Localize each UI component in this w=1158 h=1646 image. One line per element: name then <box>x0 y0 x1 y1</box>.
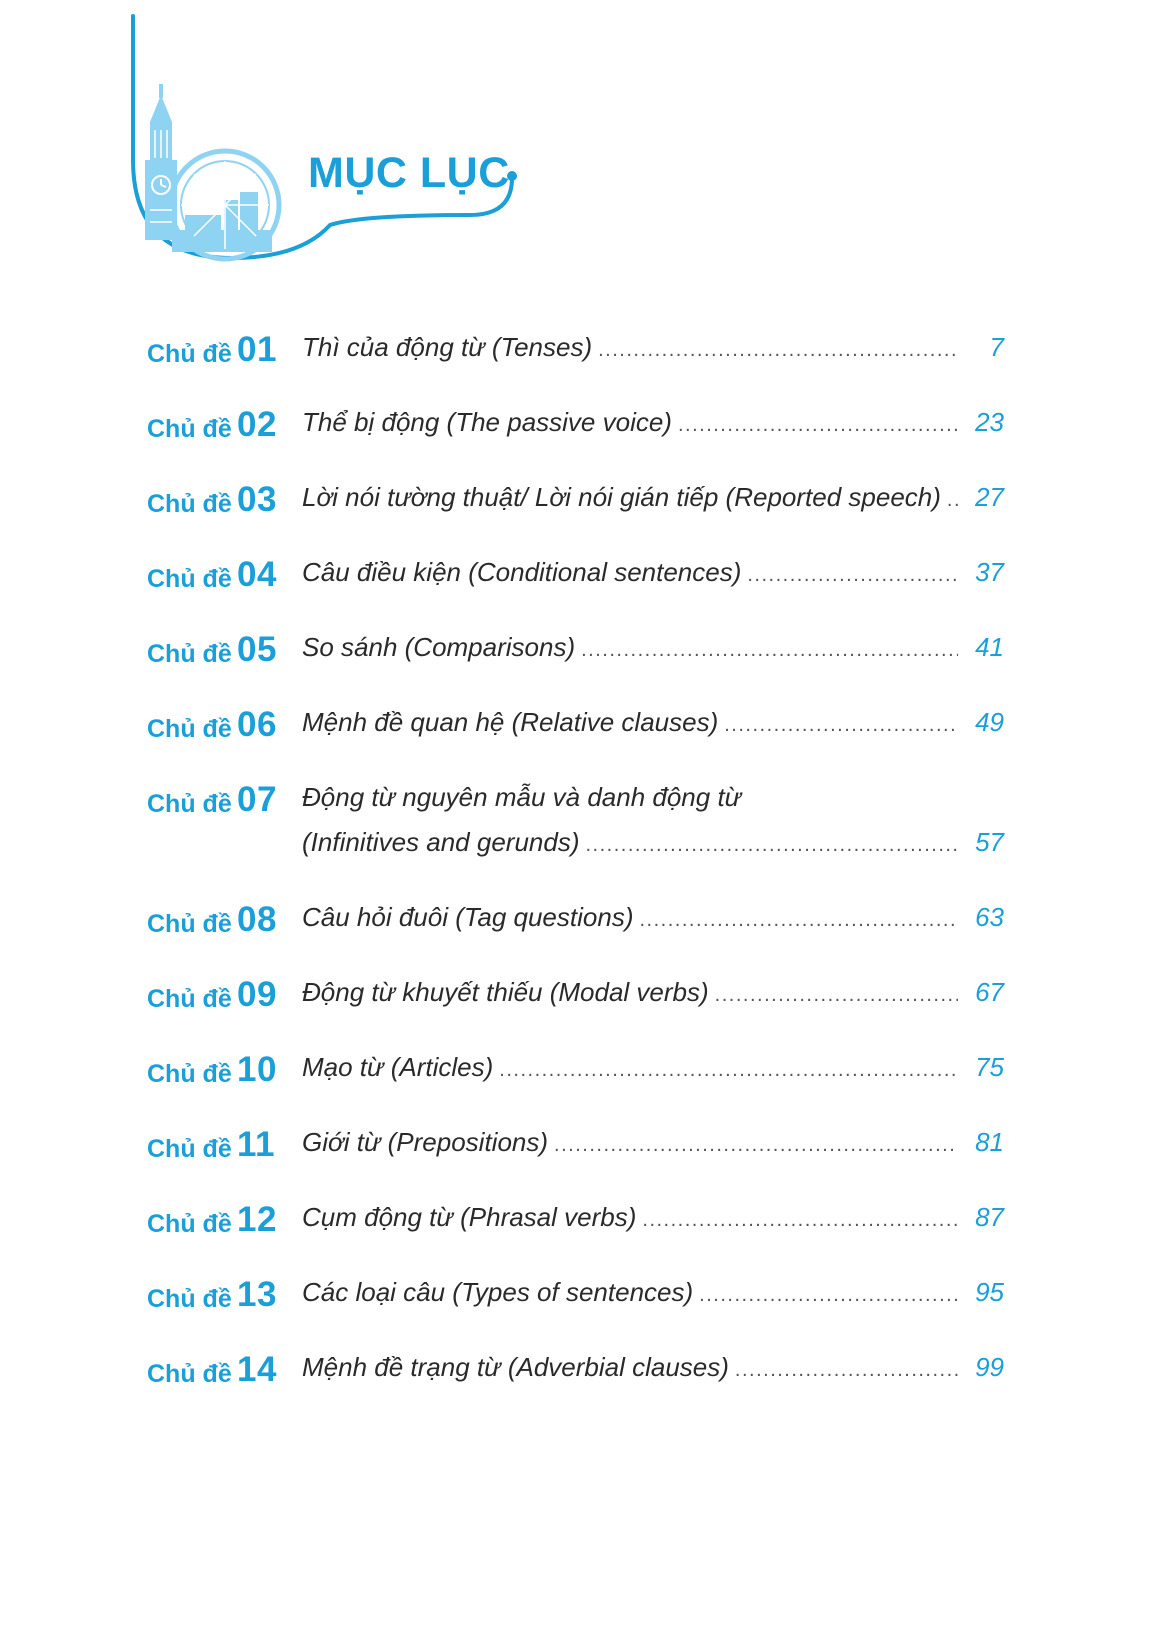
chapter-word: Chủ đề <box>147 1360 232 1388</box>
page-number: 41 <box>975 632 1004 662</box>
page-number: 23 <box>975 407 1004 437</box>
page-number: 57 <box>975 827 1004 857</box>
chapter-number: 06 <box>237 705 277 744</box>
page-number: 81 <box>975 1127 1004 1157</box>
page-number: 7 <box>989 332 1004 362</box>
chapter-number: 09 <box>237 975 277 1014</box>
chapter-number: 01 <box>237 330 277 369</box>
entry-row <box>302 902 1004 936</box>
chapter-number: 07 <box>237 780 277 819</box>
page-number: 75 <box>975 1052 1004 1082</box>
page-number: 49 <box>975 707 1004 737</box>
dot-leader <box>715 984 958 1007</box>
entry-title: So sánh (Comparisons) <box>302 632 576 662</box>
chapter-number: 10 <box>237 1050 277 1089</box>
chapter-number: 13 <box>237 1275 277 1314</box>
entry-title: Cụm động từ (Phrasal verbs) <box>302 1202 637 1232</box>
entry-row <box>302 1202 1004 1236</box>
entry-row <box>302 407 1004 441</box>
chapter-number: 08 <box>237 900 277 939</box>
entry-title-line1: Động từ nguyên mẫu và danh động từ <box>302 782 742 812</box>
chapter-number: 11 <box>237 1125 275 1164</box>
dot-leader <box>554 1134 958 1157</box>
dot-leader <box>747 564 958 587</box>
chapter-word: Chủ đề <box>147 565 232 593</box>
dot-leader <box>639 909 958 932</box>
entry-row <box>302 1352 1004 1386</box>
entry-title: Lời nói tường thuật/ Lời nói gián tiếp (Reported speech) <box>302 482 941 512</box>
entry-title: Câu điều kiện (Conditional sentences) <box>302 557 742 587</box>
dot-leader <box>598 339 958 362</box>
chapter-word: Chủ đề <box>147 715 232 743</box>
dot-leader <box>499 1059 958 1082</box>
page-number: 37 <box>975 557 1004 587</box>
entry-row <box>302 557 1004 591</box>
chapter-word: Chủ đề <box>147 1135 232 1163</box>
entry-row <box>302 332 1004 366</box>
entry-row <box>302 1127 1004 1161</box>
chapter-word: Chủ đề <box>147 1210 232 1238</box>
chapter-word: Chủ đề <box>147 490 232 518</box>
entry-row <box>302 827 1004 861</box>
chapter-word: Chủ đề <box>147 415 232 443</box>
dot-leader <box>581 639 958 662</box>
dot-leader <box>642 1209 958 1232</box>
entry-title: Động từ khuyết thiếu (Modal verbs) <box>302 977 709 1007</box>
entry-title: Giới từ (Prepositions) <box>302 1127 549 1157</box>
entry-row <box>302 1277 1004 1311</box>
chapter-number: 04 <box>237 555 277 594</box>
chapter-word: Chủ đề <box>147 1285 232 1313</box>
entry-row <box>302 1052 1004 1086</box>
chapter-number: 02 <box>237 405 277 444</box>
entry-title: Thể bị động (The passive voice) <box>302 407 672 437</box>
page-title: MỤC LỤC <box>308 149 510 197</box>
chapter-word: Chủ đề <box>147 985 232 1013</box>
page-number: 95 <box>975 1277 1004 1307</box>
chapter-number: 03 <box>237 480 277 519</box>
entry-row <box>302 707 1004 741</box>
chapter-word: Chủ đề <box>147 640 232 668</box>
chapter-number: 05 <box>237 630 277 669</box>
page-number: 27 <box>975 482 1004 512</box>
entry-row <box>302 632 1004 666</box>
dot-leader <box>735 1359 958 1382</box>
dot-leader <box>724 714 958 737</box>
entry-title: Thì của động từ (Tenses) <box>302 332 593 362</box>
dot-leader <box>947 489 958 512</box>
chapter-word: Chủ đề <box>147 340 232 368</box>
entry-row <box>302 977 1004 1011</box>
page-number: 67 <box>975 977 1004 1007</box>
page-number: 87 <box>975 1202 1004 1232</box>
chapter-number: 12 <box>237 1200 277 1239</box>
entry-title: Mạo từ (Articles) <box>302 1052 494 1082</box>
entry-row <box>302 482 1004 516</box>
page-number: 99 <box>975 1352 1004 1382</box>
page-number: 63 <box>975 902 1004 932</box>
chapter-word: Chủ đề <box>147 1060 232 1088</box>
chapter-word: Chủ đề <box>147 790 232 818</box>
entry-title: Mệnh đề trạng từ (Adverbial clauses) <box>302 1352 729 1382</box>
dot-leader <box>585 834 958 857</box>
dot-leader <box>678 414 958 437</box>
entry-title: (Infinitives and gerunds) <box>302 827 580 857</box>
entry-title: Các loại câu (Types of sentences) <box>302 1277 694 1307</box>
entry-title: Câu hỏi đuôi (Tag questions) <box>302 902 634 932</box>
chapter-word: Chủ đề <box>147 910 232 938</box>
chapter-number: 14 <box>237 1350 277 1389</box>
entry-title: Mệnh đề quan hệ (Relative clauses) <box>302 707 719 737</box>
dot-leader <box>699 1284 958 1307</box>
